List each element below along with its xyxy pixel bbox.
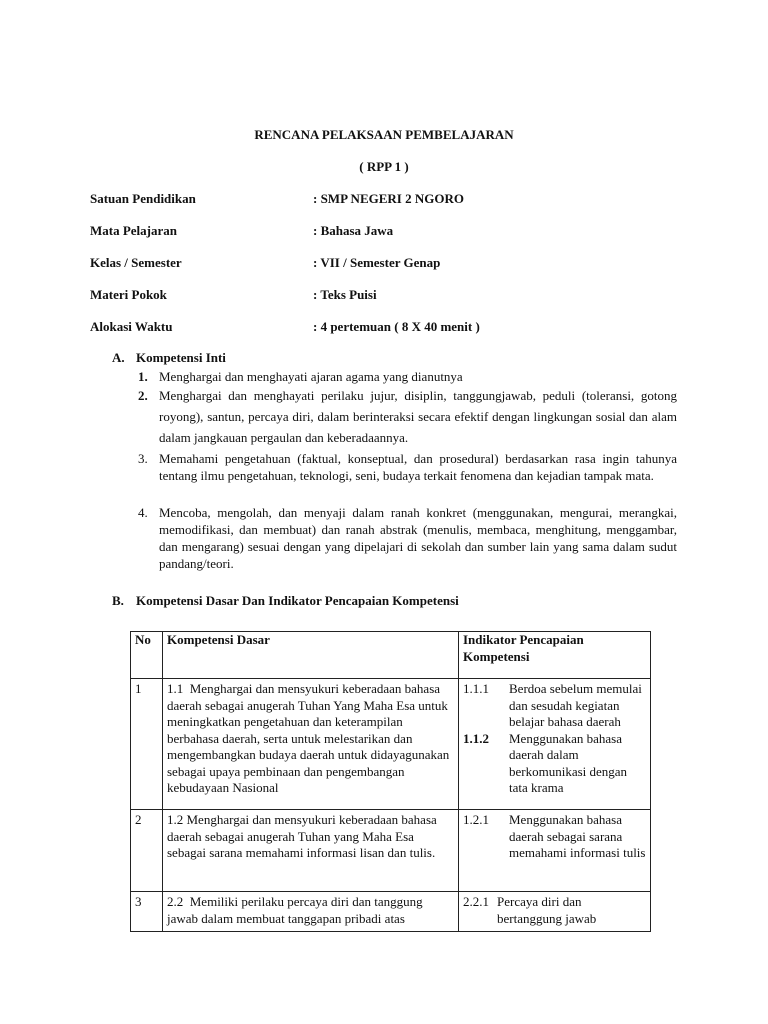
ki-1-text: Menghargai dan menghayati ajaran agama yang dianutnya — [159, 369, 463, 384]
document-subtitle: ( RPP 1 ) — [359, 159, 409, 174]
label-mata-pelajaran: Mata Pelajaran — [90, 223, 178, 238]
table-row — [131, 892, 651, 932]
table-row — [131, 810, 651, 892]
row-no: 3 — [131, 892, 163, 932]
kd-code: 1.2 — [167, 812, 184, 827]
section-a-title: Kompetensi Inti — [136, 350, 226, 365]
ki-4-number: 4. — [138, 505, 148, 520]
indicator-cell — [459, 810, 651, 892]
header-kompetensi-dasar: Kompetensi Dasar — [163, 632, 459, 679]
indicator-code: 2.2.1 — [463, 894, 489, 909]
section-b-heading — [112, 592, 459, 609]
label-kelas-semester: Kelas / Semester — [90, 255, 182, 270]
indicator-item — [463, 681, 646, 731]
value-materi-pokok: : Teks Puisi — [313, 287, 377, 302]
table-row — [131, 679, 651, 810]
table-header-row — [131, 632, 651, 679]
row-no: 2 — [131, 810, 163, 892]
indicator-code: 1.1.1 — [463, 681, 489, 696]
label-alokasi-waktu: Alokasi Waktu — [90, 319, 173, 334]
indicator-cell — [459, 892, 651, 932]
label-satuan-pendidikan: Satuan Pendidikan — [90, 191, 196, 206]
kd-code: 2.2 — [167, 894, 184, 909]
value-alokasi-waktu: : 4 pertemuan ( 8 X 40 menit ) — [313, 319, 480, 334]
indicator-text: Percaya diri dan bertanggung jawab — [497, 894, 597, 926]
indicator-text: Menggunakan bahasa daerah dalam berkomunikasi dengan tata krama — [509, 730, 628, 795]
kd-text: Memiliki perilaku percaya diri dan tanggung jawab dalam membuat tanggapan pribadi atas — [167, 894, 423, 926]
ki-1-number: 1. — [138, 369, 148, 384]
kd-text: Menghargai dan mensyukuri keberadaan bahasa daerah sebagai anugerah Tuhan Yang Maha Esa untuk meningkatkan pengetahuan dan keterampilan berbahasa daerah, serta untuk melestarikan dan mengembangkan budaya daerah untuk didayagunakan sebagai upaya pembinaan dan pengembangan kebudayaan Nasional — [167, 681, 450, 795]
section-a-letter: A. — [112, 350, 125, 365]
kd-cell — [163, 679, 459, 810]
ki-3-text: Memahami pengetahuan (faktual, konseptual, dan prosedural) berdasarkan rasa ingin tahunya tentang ilmu pengetahuan, teknologi, seni, budaya terkait fenomena dan kejadian tampak mata. — [159, 451, 677, 483]
indicator-code: 1.2.1 — [463, 812, 489, 827]
ki-4-text: Mencoba, mengolah, dan menyaji dalam ranah konkret (menggunakan, mengurai, merangkai, memodifikasi, dan membuat) dan ranah abstrak (menulis, membaca, menghitung, menggambar, dan mengarang) sesuai dengan yang dipelajari di sekolah dan sumber lain yang sama dalam sudut pandang/teori. — [159, 505, 677, 571]
indicator-text: Berdoa sebelum memulai dan sesudah kegiatan belajar bahasa daerah — [509, 681, 642, 729]
ki-2-number: 2. — [138, 388, 148, 403]
value-mata-pelajaran: : Bahasa Jawa — [313, 223, 394, 238]
header-no: No — [131, 632, 163, 679]
ki-3-number: 3. — [138, 451, 148, 466]
indicator-item — [463, 894, 646, 927]
value-kelas-semester: : VII / Semester Genap — [313, 255, 441, 270]
ki-2-text: Menghargai dan menghayati perilaku jujur, disiplin, tanggungjawab, peduli (toleransi, gotong royong), santun, percaya diri, dalam berinteraksi secara efektif dengan lingkungan sosial dan alam dalam jangkauan pergaulan dan keberadaannya. — [159, 388, 677, 445]
section-b-title: Kompetensi Dasar Dan Indikator Pencapaian Kompetensi — [136, 593, 459, 608]
indicator-item — [463, 731, 646, 797]
document-title: RENCANA PELAKSAAN PEMBELAJARAN — [254, 127, 514, 142]
indicator-item — [463, 812, 646, 862]
indicator-code: 1.1.2 — [463, 730, 489, 746]
row-no: 1 — [131, 679, 163, 810]
kd-indicator-table — [130, 631, 651, 932]
kd-text: Menghargai dan mensyukuri keberadaan bahasa daerah sebagai anugerah Tuhan yang Maha Esa sebagai sarana memahami informasi lisan dan tulis. — [167, 812, 437, 860]
kd-code: 1.1 — [167, 681, 184, 696]
label-materi-pokok: Materi Pokok — [90, 287, 167, 302]
section-b-letter: B. — [112, 593, 124, 608]
header-indikator: Indikator Pencapaian Kompetensi — [459, 632, 651, 679]
kd-cell — [163, 892, 459, 932]
value-satuan-pendidikan: : SMP NEGERI 2 NGORO — [313, 191, 464, 206]
kd-cell — [163, 810, 459, 892]
indicator-cell — [459, 679, 651, 810]
section-a-heading — [112, 349, 226, 366]
indicator-text: Menggunakan bahasa daerah sebagai sarana memahami informasi tulis — [509, 812, 646, 860]
